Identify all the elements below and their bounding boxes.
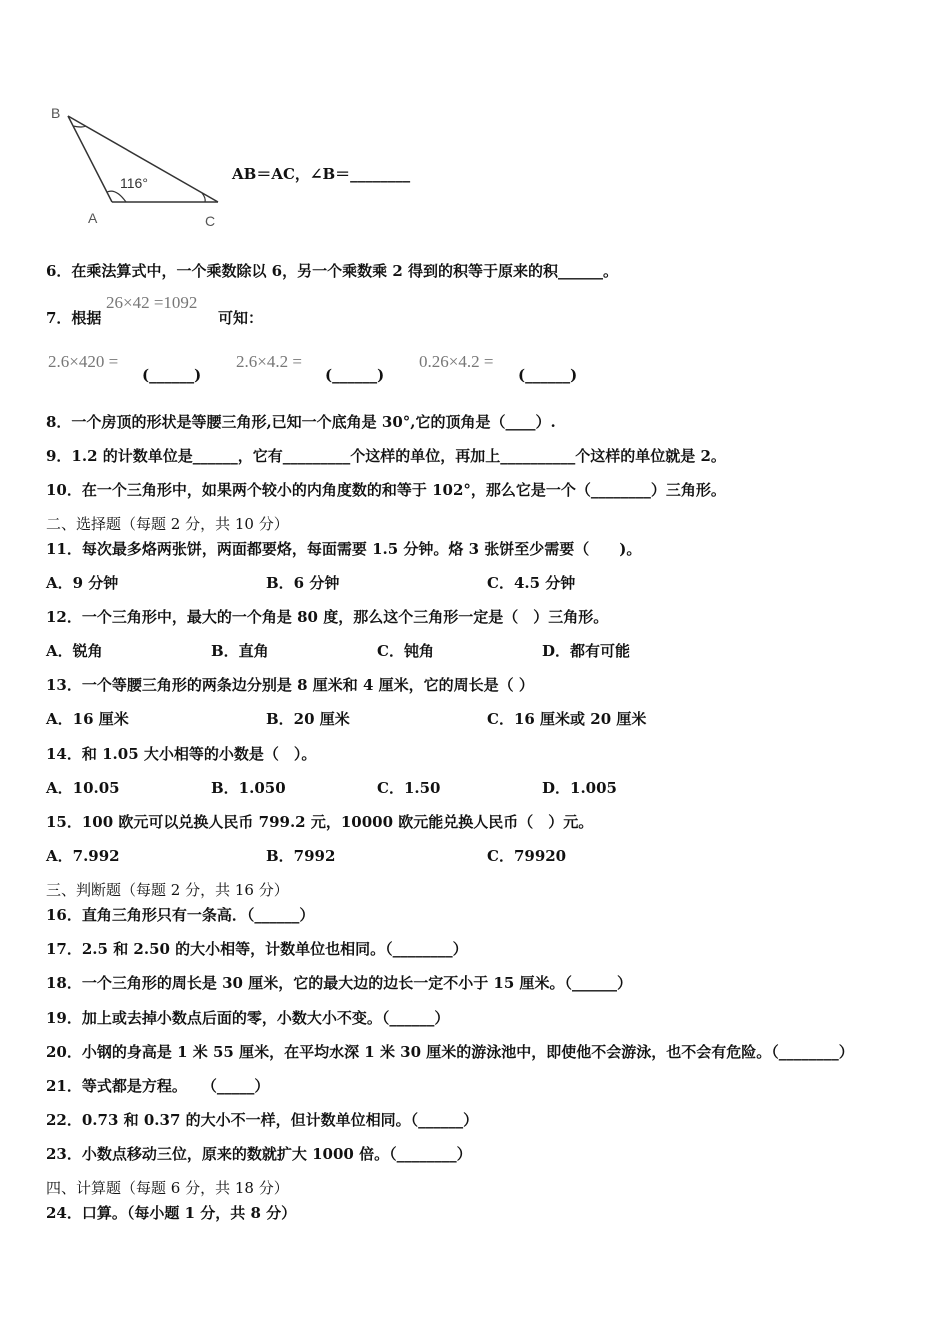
- section-2-heading: 二、选择题（每题 2 分，共 10 分）: [46, 515, 289, 533]
- question-7-formula: 26×42 =1092: [106, 293, 198, 312]
- option-14-b[interactable]: B．1.050: [211, 779, 286, 797]
- question-7-blank-2[interactable]: (______): [325, 366, 385, 384]
- question-19: 19．加上或去掉小数点后面的零，小数大小不变。（______）: [46, 1009, 450, 1027]
- figure-condition: AB＝AC，∠B＝________: [232, 165, 411, 183]
- option-14-d[interactable]: D．1.005: [542, 779, 617, 797]
- angle-label: 116°: [120, 175, 148, 191]
- option-11-a[interactable]: A．9 分钟: [46, 574, 119, 592]
- option-15-c[interactable]: C．79920: [487, 847, 567, 865]
- option-12-d[interactable]: D．都有可能: [542, 642, 631, 660]
- question-6: 6．在乘法算式中，一个乘数除以 6，另一个乘数乘 2 得到的积等于原来的积______。: [46, 262, 618, 280]
- question-12: 12．一个三角形中，最大的一个角是 80 度，那么这个三角形一定是（ ）三角形。: [46, 608, 609, 626]
- option-15-b[interactable]: B．7992: [266, 847, 336, 865]
- question-7-expr-2: 2.6×4.2 =: [236, 352, 302, 371]
- question-11: 11．每次最多烙两张饼，两面都要烙，每面需要 1.5 分钟。烙 3 张饼至少需要（ )。: [46, 540, 642, 558]
- question-22: 22．0.73 和 0.37 的大小不一样，但计数单位相同。（______）: [46, 1111, 479, 1129]
- option-14-a[interactable]: A．10.05: [46, 779, 120, 797]
- option-12-b[interactable]: B．直角: [211, 642, 269, 660]
- option-11-c[interactable]: C．4.5 分钟: [487, 574, 576, 592]
- label-b: B: [51, 105, 61, 121]
- option-12-c[interactable]: C．钝角: [377, 642, 434, 660]
- section-4-heading: 四、计算题（每题 6 分，共 18 分）: [46, 1179, 289, 1197]
- option-12-a[interactable]: A．锐角: [46, 642, 103, 660]
- question-24: 24．口算。（每小题 1 分，共 8 分）: [46, 1204, 297, 1222]
- option-14-c[interactable]: C．1.50: [377, 779, 441, 797]
- question-7-prefix: 7．根据: [46, 309, 102, 327]
- question-17: 17．2.5 和 2.50 的大小相等，计数单位也相同。（________）: [46, 940, 468, 958]
- question-21: 21．等式都是方程。 （_____）: [46, 1077, 270, 1095]
- question-23: 23．小数点移动三位，原来的数就扩大 1000 倍。（________）: [46, 1145, 472, 1163]
- angle-arc-b: [73, 126, 86, 127]
- section-3-heading: 三、判断题（每题 2 分，共 16 分）: [46, 881, 289, 899]
- option-11-b[interactable]: B．6 分钟: [266, 574, 340, 592]
- label-a: A: [88, 210, 98, 226]
- question-20: 20．小钢的身高是 1 米 55 厘米，在平均水深 1 米 30 厘米的游泳池中，即使他不会游泳，也不会有危险。（________）: [46, 1043, 854, 1061]
- option-15-a[interactable]: A．7.992: [46, 847, 120, 865]
- question-14: 14．和 1.05 大小相等的小数是（ ）。: [46, 745, 317, 763]
- question-7-suffix: 可知：: [218, 309, 264, 327]
- question-15: 15．100 欧元可以兑换人民币 799.2 元，10000 欧元能兑换人民币（ ）元。: [46, 813, 594, 831]
- option-13-a[interactable]: A．16 厘米: [46, 710, 129, 728]
- question-7-blank-3[interactable]: (______): [518, 366, 578, 384]
- question-7-expr-1: 2.6×420 =: [48, 352, 119, 371]
- question-18: 18．一个三角形的周长是 30 厘米，它的最大边的边长一定不小于 15 厘米。（______）: [46, 974, 633, 992]
- option-13-b[interactable]: B．20 厘米: [266, 710, 350, 728]
- triangle-figure: [40, 98, 230, 234]
- question-8: 8．一个房顶的形状是等腰三角形,已知一个底角是 30°,它的顶角是（____）.: [46, 413, 556, 431]
- question-16: 16．直角三角形只有一条高．（______）: [46, 906, 315, 924]
- question-10: 10．在一个三角形中，如果两个较小的内角度数的和等于 102°，那么它是一个（________）三角形。: [46, 481, 726, 499]
- label-c: C: [205, 213, 216, 229]
- question-9: 9．1.2 的计数单位是______，它有_________个这样的单位，再加上__________个这样的单位就是 2。: [46, 447, 726, 465]
- question-7-blank-1[interactable]: (______): [142, 366, 202, 384]
- option-13-c[interactable]: C．16 厘米或 20 厘米: [487, 710, 647, 728]
- question-7-expr-3: 0.26×4.2 =: [419, 352, 494, 371]
- question-13: 13．一个等腰三角形的两条边分别是 8 厘米和 4 厘米，它的周长是（ ）: [46, 676, 534, 694]
